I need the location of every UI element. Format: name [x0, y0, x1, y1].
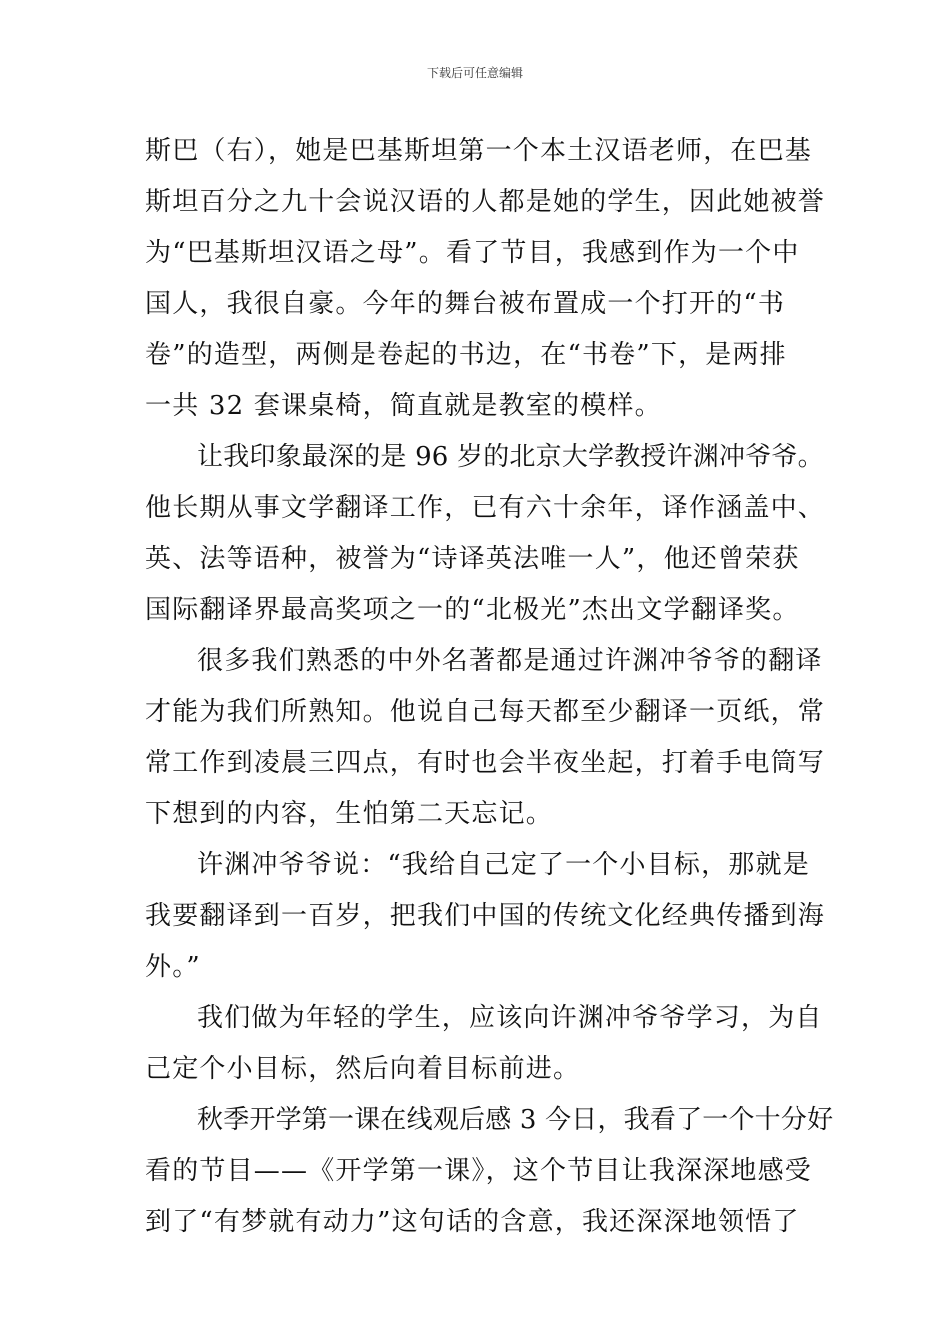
text-line: 到了“有梦就有动力”这句话的含意，我还深深地领悟了 [145, 1207, 800, 1237]
text-line: 他长期从事文学翻译工作，已有六十余年，译作涵盖中、 [145, 493, 826, 523]
text-line: 一共 32 套课桌椅，简直就是教室的模样。 [145, 391, 662, 421]
text-line: 英、法等语种，被誉为“诗译英法唯一人”，他还曾荣获 [145, 544, 800, 574]
paragraph-start-line: 我们做为年轻的学生，应该向许渊冲爷爷学习，为自 [197, 1003, 823, 1033]
text-line: 常工作到凌晨三四点，有时也会半夜坐起，打着手电筒写 [145, 748, 826, 778]
page-header: 下载后可任意编辑 [426, 66, 523, 80]
text-line: 国人，我很自豪。今年的舞台被布置成一个打开的“书 [145, 289, 786, 319]
paragraph-start-line: 秋季开学第一课在线观后感 3 今日，我看了一个十分好 [197, 1105, 834, 1135]
document-body [145, 126, 834, 1248]
text-line: 外。” [145, 952, 201, 982]
text-line: 卷”的造型，两侧是卷起的书边，在“书卷”下，是两排 [145, 340, 787, 370]
paragraph-start-line: 让我印象最深的是 96 岁的北京大学教授许渊冲爷爷。 [197, 442, 824, 472]
text-line: 下想到的内容，生怕第二天忘记。 [145, 799, 554, 829]
text-line: 斯坦百分之九十会说汉语的人都是她的学生，因此她被誉 [145, 187, 826, 217]
paragraph-start-line: 很多我们熟悉的中外名著都是通过许渊冲爷爷的翻译 [197, 646, 823, 676]
text-line: 国际翻译界最高奖项之一的“北极光”杰出文学翻译奖。 [145, 595, 800, 625]
text-line: 才能为我们所熟知。他说自己每天都至少翻译一页纸，常 [145, 697, 826, 727]
text-line: 为“巴基斯坦汉语之母”。看了节目，我感到作为一个中 [145, 238, 800, 268]
paragraph-start-line: 许渊冲爷爷说：“我给自己定了一个小目标，那就是 [197, 850, 810, 880]
text-line: 斯巴（右），她是巴基斯坦第一个本土汉语老师，在巴基 [145, 136, 813, 166]
text-line: 看的节目——《开学第一课》，这个节目让我深深地感受 [145, 1156, 813, 1186]
text-line: 己定个小目标，然后向着目标前进。 [145, 1054, 581, 1084]
text-line: 我要翻译到一百岁，把我们中国的传统文化经典传播到海 [145, 901, 826, 931]
